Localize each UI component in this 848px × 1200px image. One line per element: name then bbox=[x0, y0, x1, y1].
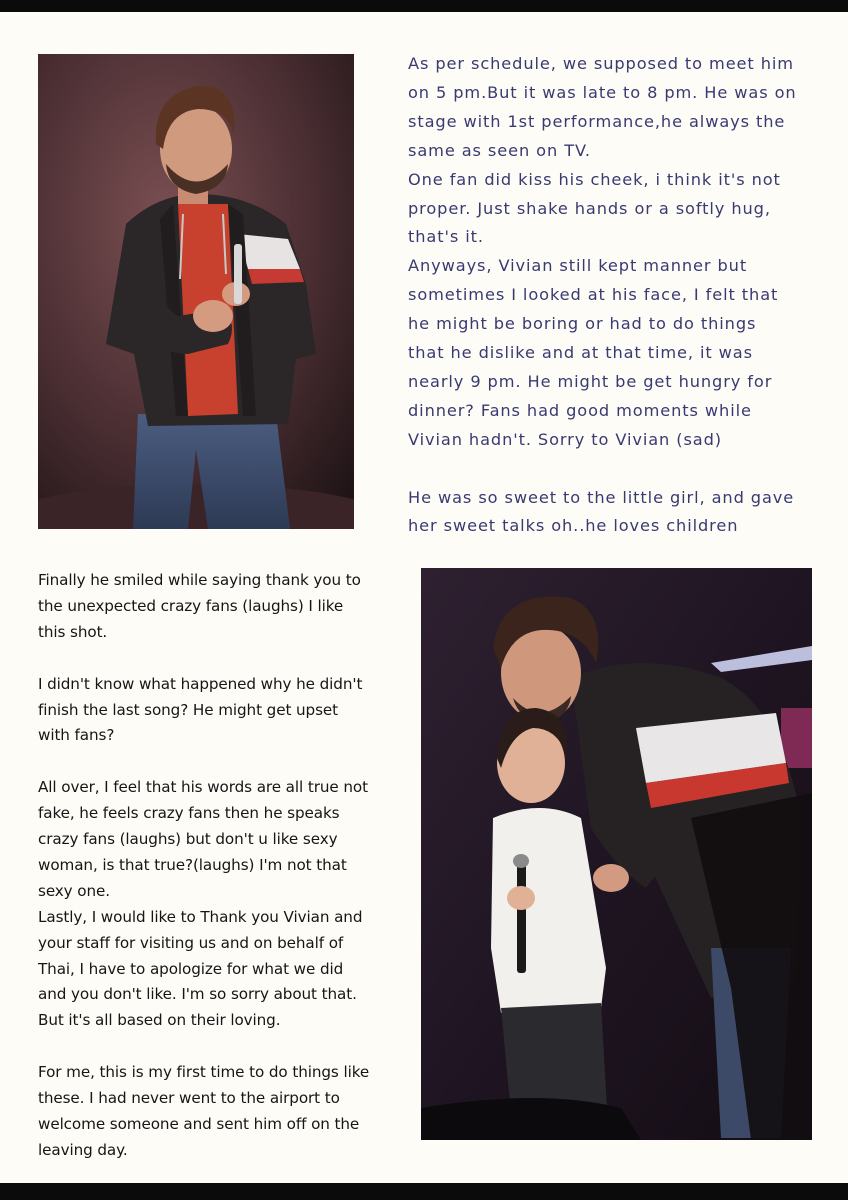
text-line: But it's all based on their loving. bbox=[38, 1011, 281, 1030]
text-line: on 5 pm.But it was late to 8 pm. He was on bbox=[408, 82, 797, 102]
girl-hug-photo bbox=[421, 568, 812, 1140]
text-line: crazy fans (laughs) but don't u like sexy bbox=[38, 830, 338, 849]
text-line: that's it. bbox=[408, 227, 484, 247]
text-line: your staff for visiting us and on behalf of bbox=[38, 933, 344, 952]
text-line: He was so sweet to the little girl, and gave bbox=[408, 487, 795, 507]
text-line: Lastly, I would like to Thank you Vivian and bbox=[38, 907, 363, 926]
text-line: with fans? bbox=[38, 726, 115, 745]
right-column-text bbox=[408, 50, 828, 541]
left-paragraph-1 bbox=[38, 568, 413, 646]
text-line: nearly 9 pm. He might be get hungry for bbox=[408, 371, 773, 391]
bottom-border-bar bbox=[0, 1183, 848, 1200]
text-line: dinner? Fans had good moments while bbox=[408, 400, 752, 420]
left-paragraph-3 bbox=[38, 775, 413, 1034]
text-line: Thai, I have to apologize for what we did bbox=[38, 959, 344, 978]
text-line: Vivian hadn't. Sorry to Vivian (sad) bbox=[408, 429, 723, 449]
text-line: the unexpected crazy fans (laughs) I like bbox=[38, 596, 344, 615]
right-paragraph-1 bbox=[408, 50, 828, 455]
text-line: fake, he feels crazy fans then he speaks bbox=[38, 804, 340, 823]
text-line: As per schedule, we supposed to meet him bbox=[408, 54, 794, 73]
text-line: welcome someone and sent him off on the bbox=[38, 1114, 360, 1133]
text-line: sometimes I looked at his face, I felt that bbox=[408, 285, 779, 305]
text-line: Anyways, Vivian still kept manner but bbox=[408, 256, 748, 276]
text-line: that he dislike and at that time, it was bbox=[408, 343, 753, 363]
top-border-bar bbox=[0, 0, 848, 12]
text-line: sexy one. bbox=[38, 881, 110, 900]
left-paragraph-2 bbox=[38, 672, 413, 750]
text-line: One fan did kiss his cheek, i think it's not bbox=[408, 169, 781, 189]
text-line: Finally he smiled while saying thank you to bbox=[38, 571, 361, 589]
text-line: same as seen on TV. bbox=[408, 140, 591, 160]
text-line: he might be boring or had to do things bbox=[408, 314, 757, 334]
text-line: her sweet talks oh..he loves children bbox=[408, 516, 739, 536]
text-line: I didn't know what happened why he didn't bbox=[38, 674, 363, 693]
text-line: woman, is that true?(laughs) I'm not that bbox=[38, 855, 347, 874]
left-paragraph-4 bbox=[38, 1060, 413, 1164]
text-line: stage with 1st performance,he always the bbox=[408, 111, 786, 131]
text-line: For me, this is my first time to do things like bbox=[38, 1063, 370, 1082]
text-line: these. I had never went to the airport to bbox=[38, 1089, 340, 1108]
stage-performer-photo bbox=[38, 54, 354, 529]
text-line: proper. Just shake hands or a softly hug, bbox=[408, 198, 771, 218]
text-line: finish the last song? He might get upset bbox=[38, 700, 339, 719]
text-line: and you don't like. I'm so sorry about that. bbox=[38, 985, 357, 1004]
text-line: this shot. bbox=[38, 622, 108, 641]
right-paragraph-2 bbox=[408, 484, 828, 542]
text-line: All over, I feel that his words are all true not bbox=[38, 778, 368, 797]
left-column-text bbox=[38, 568, 413, 1164]
text-line: leaving day. bbox=[38, 1140, 128, 1159]
